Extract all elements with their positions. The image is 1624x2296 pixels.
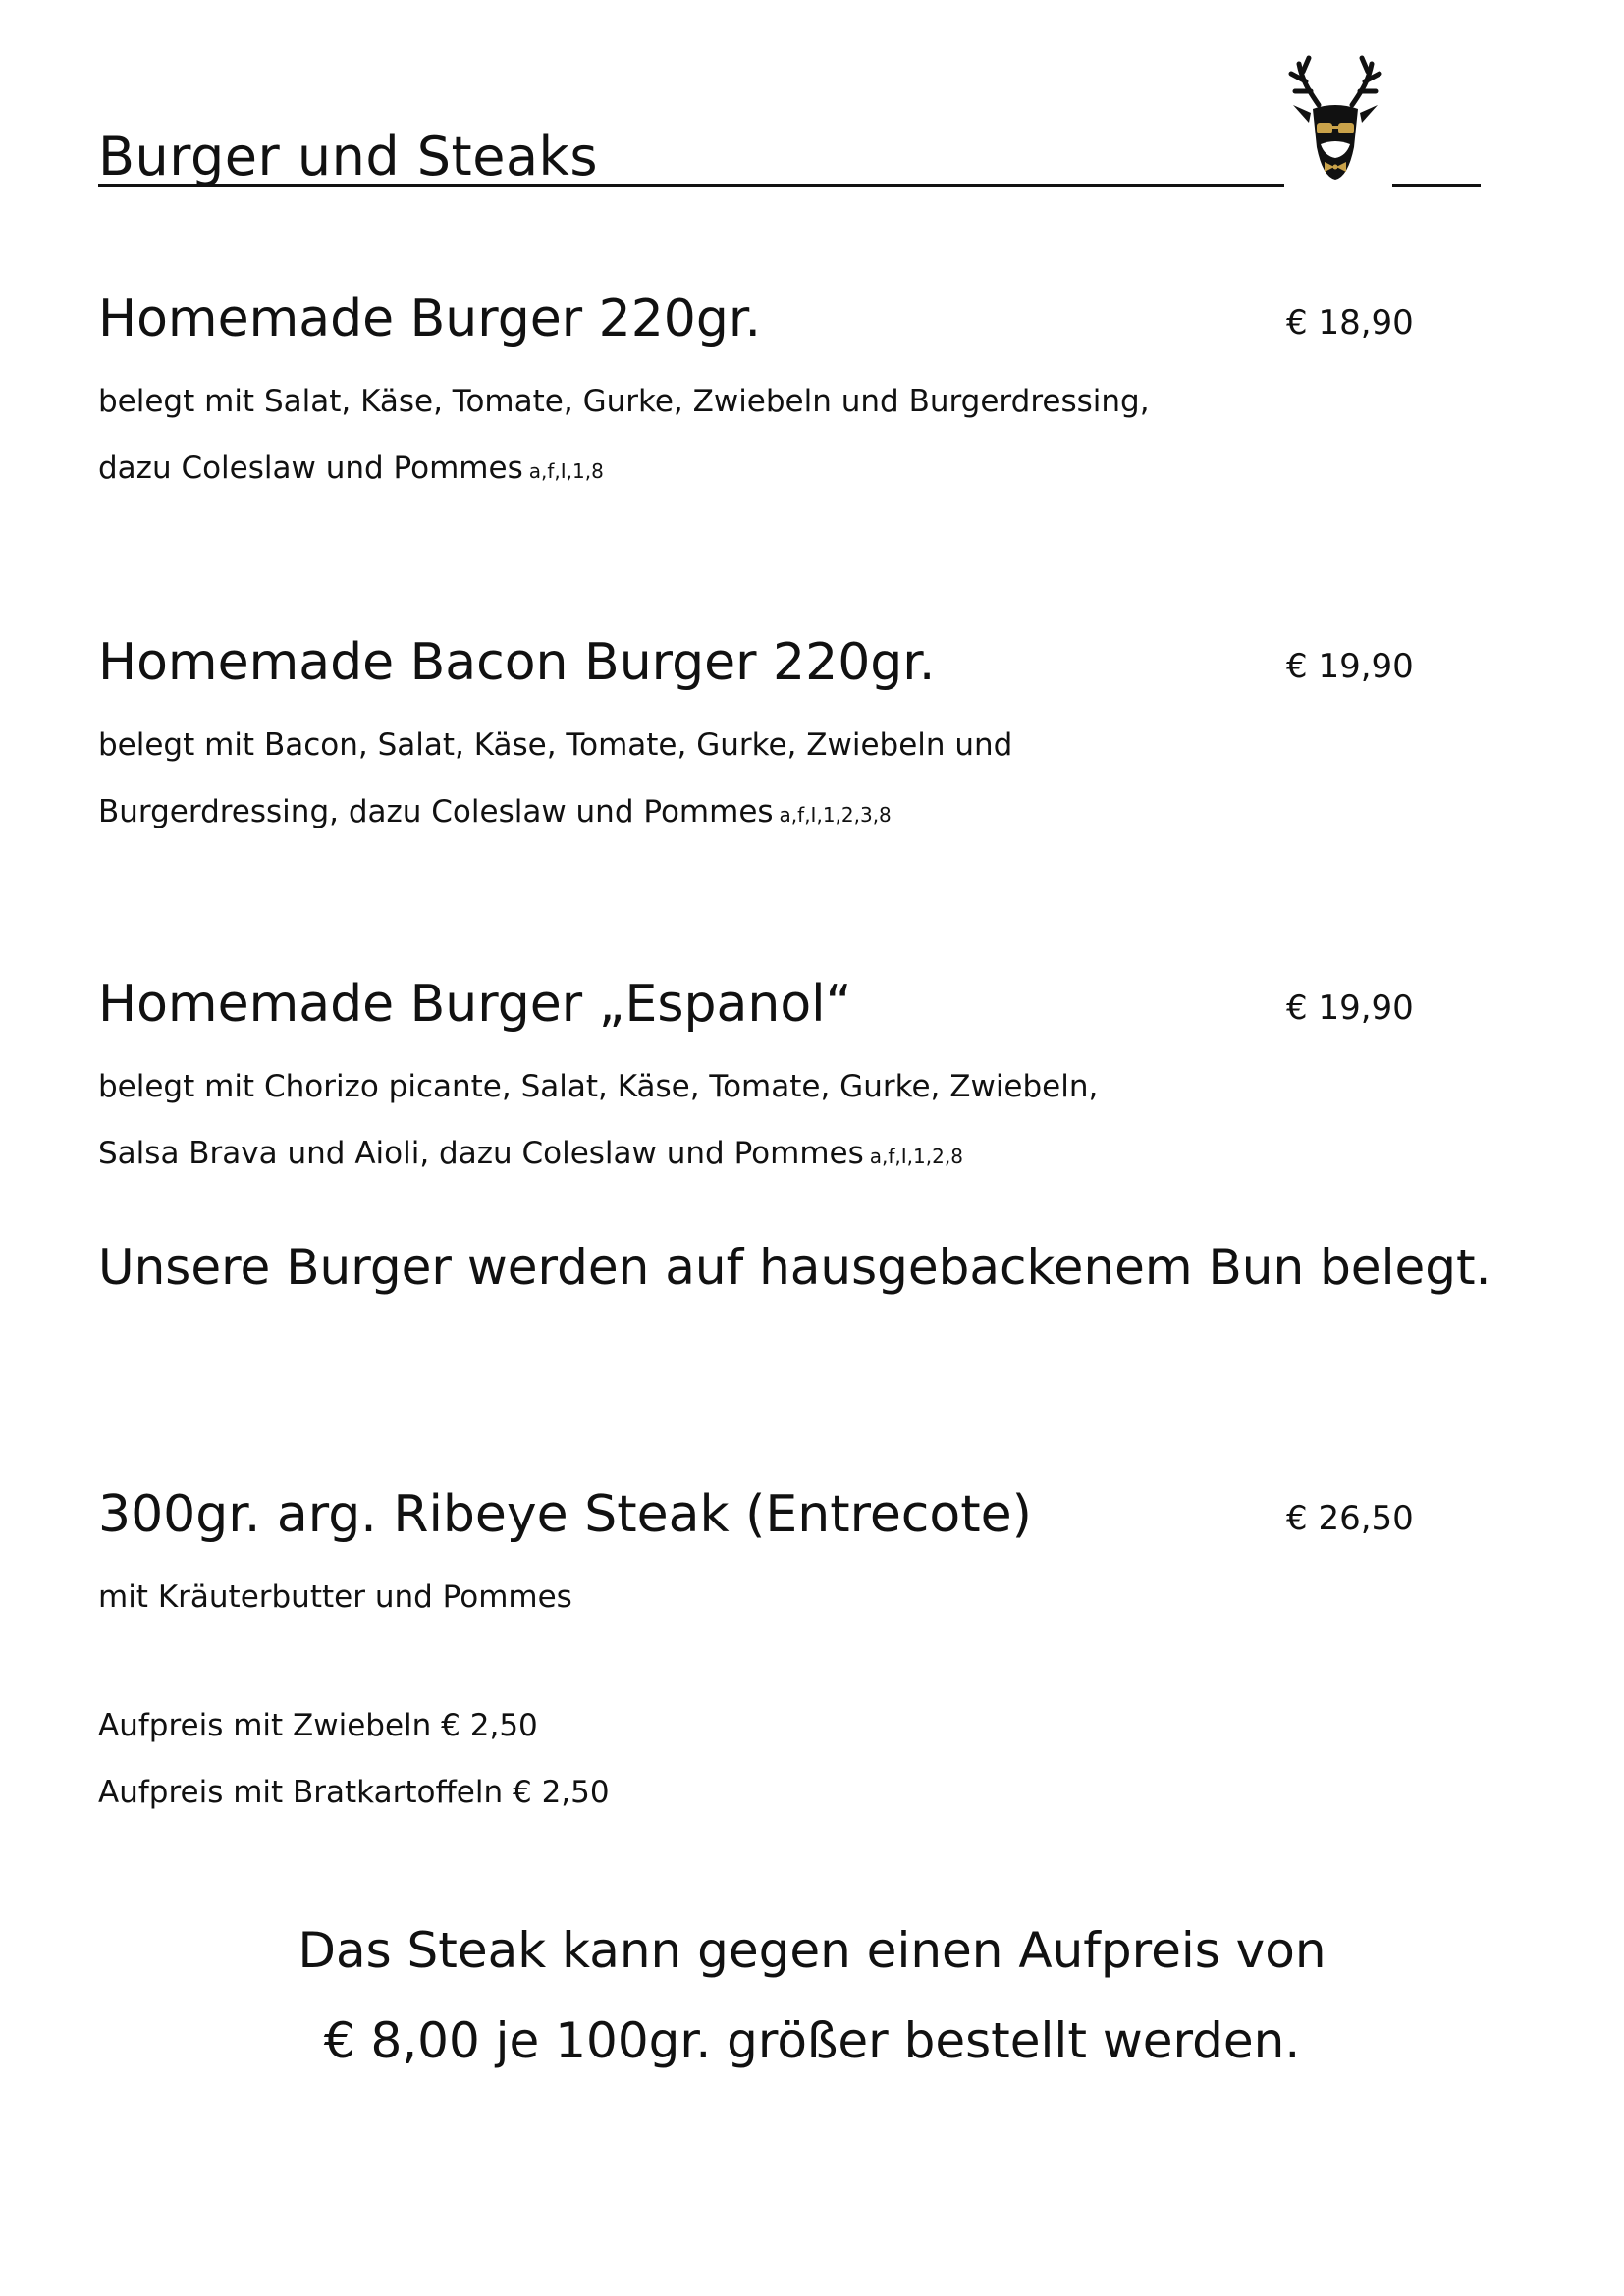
steak-upgrade-notice: € 8,00 je 100gr. größer bestellt werden. <box>323 2012 1301 2069</box>
title-underline-end <box>1392 184 1481 187</box>
description-text: belegt mit Salat, Käse, Tomate, Gurke, Zwiebeln und Burgerdressing, <box>98 384 1150 419</box>
dish-description <box>98 794 892 829</box>
dish-name: 300gr. arg. Ribeye Steak (Entrecote) <box>98 1485 1032 1544</box>
surcharge-line: Aufpreis mit Zwiebeln € 2,50 <box>98 1708 538 1743</box>
dish-name: Homemade Bacon Burger 220gr. <box>98 633 936 692</box>
dish-name: Homemade Burger „Espanol“ <box>98 975 852 1034</box>
dish-description <box>98 384 1150 419</box>
dish-price: € 26,50 <box>1286 1499 1414 1538</box>
dish-price: € 19,90 <box>1286 647 1414 686</box>
surcharge-line: Aufpreis mit Bratkartoffeln € 2,50 <box>98 1775 610 1810</box>
deer-head-logo-icon <box>1281 54 1389 187</box>
dish-price: € 19,90 <box>1286 988 1414 1028</box>
dish-description <box>98 1136 963 1171</box>
description-text: belegt mit Bacon, Salat, Käse, Tomate, Gurke, Zwiebeln und <box>98 727 1013 763</box>
dish-price: € 18,90 <box>1286 303 1414 343</box>
allergen-codes: a,f,I,1,2,8 <box>869 1145 963 1168</box>
dish-description <box>98 451 604 486</box>
description-text: belegt mit Chorizo picante, Salat, Käse, Tomate, Gurke, Zwiebeln, <box>98 1069 1099 1104</box>
description-text: Salsa Brava und Aioli, dazu Coleslaw und Pommes <box>98 1136 864 1171</box>
description-text: Burgerdressing, dazu Coleslaw und Pommes <box>98 794 774 829</box>
allergen-codes: a,f,I,1,2,3,8 <box>779 803 892 827</box>
allergen-codes: a,f,I,1,8 <box>528 459 604 483</box>
burger-bun-notice: Unsere Burger werden auf hausgebackenem Bun belegt. <box>98 1239 1491 1296</box>
description-text: mit Kräuterbutter und Pommes <box>98 1579 572 1615</box>
dish-description <box>98 727 1012 763</box>
description-text: dazu Coleslaw und Pommes <box>98 451 523 486</box>
dish-description <box>98 1069 1098 1104</box>
page-title: Burger und Steaks <box>98 126 598 187</box>
title-underline <box>98 184 1284 187</box>
dish-name: Homemade Burger 220gr. <box>98 290 762 348</box>
dish-description <box>98 1579 572 1615</box>
steak-upgrade-notice: Das Steak kann gegen einen Aufpreis von <box>298 1922 1326 1979</box>
